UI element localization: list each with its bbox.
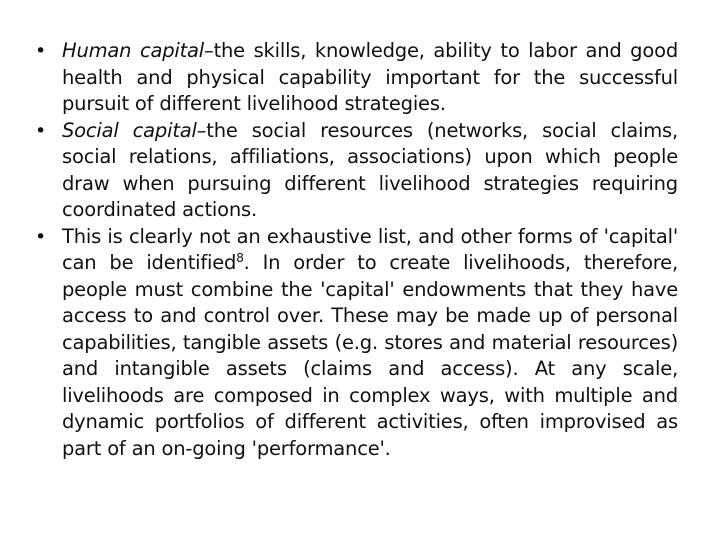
definition-human-capital: –the skills, knowledge, ability to labor and good health and physical capability important for the successful pursuit of different livelihood strategies. <box>62 39 679 115</box>
bullet-dot-icon: • <box>35 119 47 142</box>
definition-social-capital: –the social resources (networks, social claims, social relations, affiliations, associations) upon which people draw when pursuing different livelihood strategies requiring coordinated actions. <box>62 118 678 221</box>
bullet-human-capital <box>32 38 678 118</box>
bullet-social-capital <box>32 118 678 224</box>
bullet-livelihoods <box>32 224 678 463</box>
term-human-capital: Human capital <box>62 39 205 62</box>
footnote-marker: 8 <box>236 251 244 265</box>
bullet-list <box>32 38 678 462</box>
livelihoods-text-before: This is clearly not an exhaustive list, and other forms of 'capital' can be identified <box>62 224 678 274</box>
bullet-dot-icon: • <box>35 40 47 62</box>
term-social-capital: Social capital <box>62 118 197 142</box>
bullet-dot-icon: • <box>35 225 47 248</box>
livelihoods-text-after: . In order to create livelihoods, therefore, people must combine the 'capital' endowments that they have access to and control over. These may be made up of personal capabilities, tangible assets (e.g. stores and material resources) and intangible assets (claims and access). At any scale, livelihoods are composed in complex ways, with multiple and dynamic portfolios of different activities, often improvised as part of an on-going 'performance'. <box>62 251 678 460</box>
